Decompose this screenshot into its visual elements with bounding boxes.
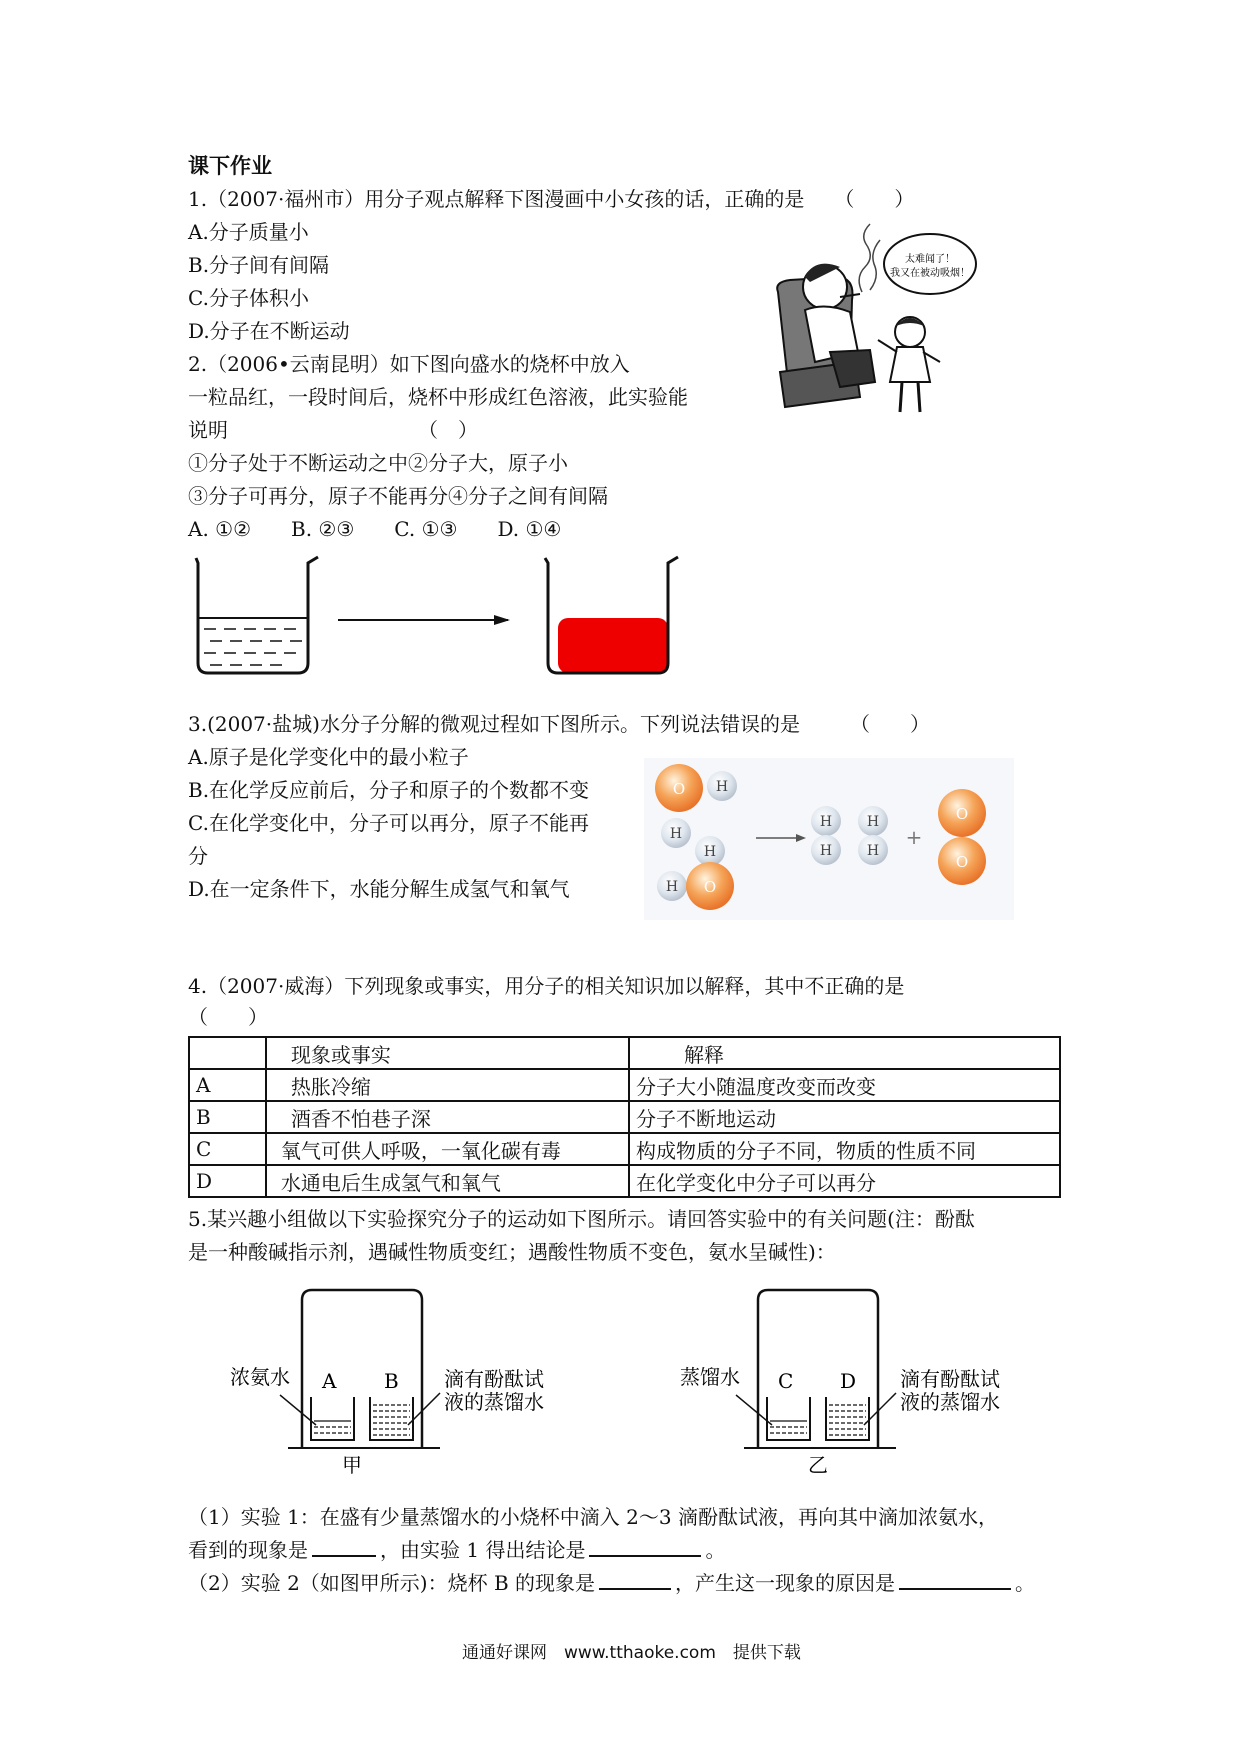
- svg-text:H: H: [669, 826, 683, 842]
- beaker-diffusion-figure: [188, 553, 688, 683]
- table-row: [189, 1133, 1060, 1165]
- cartoon-speech-line-1: 太难闻了！: [905, 254, 955, 265]
- q5-stem-line-2: 是一种酸碱指示剂，遇碱性物质变红；遇酸性物质不变色，氨水呈碱性)：: [188, 1240, 836, 1264]
- q5-sub2-text: （2）实验 2（如图甲所示)：烧杯 B 的现象是: [188, 1571, 596, 1595]
- q2-line-4: ①分子处于不断运动之中②分子大，原子小: [188, 451, 568, 475]
- q2-line-1: 2.（2006•云南昆明）如下图向盛水的烧杯中放入: [188, 352, 630, 376]
- svg-text:O: O: [672, 780, 686, 798]
- experiment-figure-yi: [680, 1285, 1040, 1475]
- q5-sub1-text: ，由实验 1 得出结论是: [380, 1538, 586, 1562]
- q5-sub2-line: [188, 1571, 1035, 1595]
- q5-sub2-text: ，产生这一现象的原因是: [675, 1571, 896, 1595]
- label-concentrated-ammonia: 浓氨水: [230, 1365, 290, 1389]
- q2-line-3: 说明 （ ）: [188, 418, 478, 442]
- q3-option-c-cont: 分: [188, 844, 208, 868]
- table-cell: 氧气可供人呼吸，一氧化碳有毒: [266, 1133, 629, 1165]
- label-phenolphthalein-2: 液的蒸馏水: [900, 1390, 1000, 1414]
- q2-line-5: ③分子可再分，原子不能再分④分子之间有间隔: [188, 484, 608, 508]
- table-cell: 分子不断地运动: [629, 1101, 1060, 1133]
- table-cell: 在化学变化中分子可以再分: [629, 1165, 1060, 1197]
- label-beaker-a: A: [322, 1369, 337, 1393]
- svg-text:H: H: [866, 843, 880, 859]
- experiment-figure-jia: [218, 1285, 578, 1475]
- table-cell: A: [189, 1069, 266, 1101]
- q5-stem-line-1: 5.某兴趣小组做以下实验探究分子的运动如下图所示。请回答实验中的有关问题(注：酚酞: [188, 1207, 975, 1231]
- q3-option-c: C.在化学变化中，分子可以再分，原子不能再: [188, 811, 589, 835]
- q1-stem: 1.（2007·福州市）用分子观点解释下图漫画中小女孩的话，正确的是 （ ）: [188, 187, 915, 211]
- q1-option-a: A.分子质量小: [188, 220, 309, 244]
- table-cell: 现象或事实: [266, 1037, 629, 1069]
- q3-option-d: D.在一定条件下，水能分解生成氢气和氧气: [188, 877, 570, 901]
- label-beaker-c: C: [778, 1369, 794, 1393]
- q5-sub2-text: 。: [1015, 1571, 1036, 1595]
- label-phenolphthalein-2: 液的蒸馏水: [444, 1390, 544, 1414]
- q5-sub1-text: 看到的现象是: [188, 1538, 308, 1562]
- table-header-row: [189, 1037, 1060, 1069]
- q4-table: [188, 1036, 1061, 1198]
- table-cell: 热胀冷缩: [266, 1069, 629, 1101]
- table-cell: 酒香不怕巷子深: [266, 1101, 629, 1133]
- svg-text:H: H: [715, 779, 729, 795]
- q1-option-c: C.分子体积小: [188, 286, 309, 310]
- q5-sub1-line-2: [188, 1538, 725, 1562]
- label-beaker-b: B: [384, 1369, 399, 1393]
- q3-option-b: B.在化学反应前后，分子和原子的个数都不变: [188, 778, 590, 802]
- homework-heading: 课下作业: [188, 153, 272, 178]
- q5-sub1-text: 。: [705, 1538, 726, 1562]
- table-cell: B: [189, 1101, 266, 1133]
- smoking-cartoon-figure: [770, 222, 980, 432]
- beaker-water: [196, 557, 318, 673]
- table-cell: [189, 1037, 266, 1069]
- svg-text:O: O: [955, 853, 969, 871]
- svg-text:O: O: [955, 805, 969, 823]
- figure-caption-jia: 甲: [342, 1453, 362, 1477]
- answer-blank-phenomenon[interactable]: [312, 1554, 376, 1557]
- red-solution: [558, 618, 668, 673]
- q2-options: A. ①② B. ②③ C. ①③ D. ①④: [188, 517, 562, 541]
- label-phenolphthalein-1: 滴有酚酞试: [444, 1367, 544, 1391]
- table-cell: D: [189, 1165, 266, 1197]
- figure-caption-yi: 乙: [808, 1453, 828, 1477]
- table-cell: 构成物质的分子不同，物质的性质不同: [629, 1133, 1060, 1165]
- table-row: [189, 1101, 1060, 1133]
- q5-sub1-line-1: （1）实验 1：在盛有少量蒸馏水的小烧杯中滴入 2～3 滴酚酞试液，再向其中滴加浓氨水，: [188, 1505, 998, 1529]
- water-dashes: [204, 629, 302, 665]
- q1-option-b: B.分子间有间隔: [188, 253, 330, 277]
- label-beaker-d: D: [840, 1369, 857, 1393]
- svg-text:H: H: [703, 844, 717, 860]
- svg-text:O: O: [703, 878, 717, 896]
- arrow-head: [494, 615, 510, 625]
- water-decomposition-figure: [644, 758, 1014, 920]
- table-cell: 分子大小随温度改变而改变: [629, 1069, 1060, 1101]
- plus-sign: +: [905, 825, 923, 849]
- q2-line-2: 一粒品红，一段时间后，烧杯中形成红色溶液，此实验能: [188, 385, 688, 409]
- q3-option-a: A.原子是化学变化中的最小粒子: [188, 745, 469, 769]
- label-distilled-water: 蒸馏水: [680, 1365, 740, 1389]
- table-row: [189, 1069, 1060, 1101]
- svg-text:H: H: [819, 814, 833, 830]
- cartoon-speech-line-2: 我又在被动吸烟！: [890, 268, 970, 279]
- label-phenolphthalein-1: 滴有酚酞试: [900, 1367, 1000, 1391]
- q3-stem: 3.(2007·盐城)水分子分解的微观过程如下图所示。下列说法错误的是 （ ）: [188, 712, 930, 736]
- q4-stem: 4.（2007·威海）下列现象或事实，用分子的相关知识加以解释，其中不正确的是: [188, 974, 905, 998]
- table-row: [189, 1165, 1060, 1197]
- table-cell: 水通电后生成氢气和氧气: [266, 1165, 629, 1197]
- svg-text:H: H: [819, 843, 833, 859]
- q4-paren: （ ）: [188, 1005, 268, 1029]
- q1-option-d: D.分子在不断运动: [188, 319, 350, 343]
- answer-blank-reason[interactable]: [899, 1587, 1011, 1590]
- answer-blank-beaker-b[interactable]: [599, 1587, 671, 1590]
- svg-text:H: H: [665, 879, 679, 895]
- table-cell: C: [189, 1133, 266, 1165]
- page-footer: 通通好课网 www.tthaoke.com 提供下载: [462, 1643, 801, 1663]
- answer-blank-conclusion[interactable]: [589, 1554, 701, 1557]
- svg-text:H: H: [866, 814, 880, 830]
- table-cell: 解释: [629, 1037, 1060, 1069]
